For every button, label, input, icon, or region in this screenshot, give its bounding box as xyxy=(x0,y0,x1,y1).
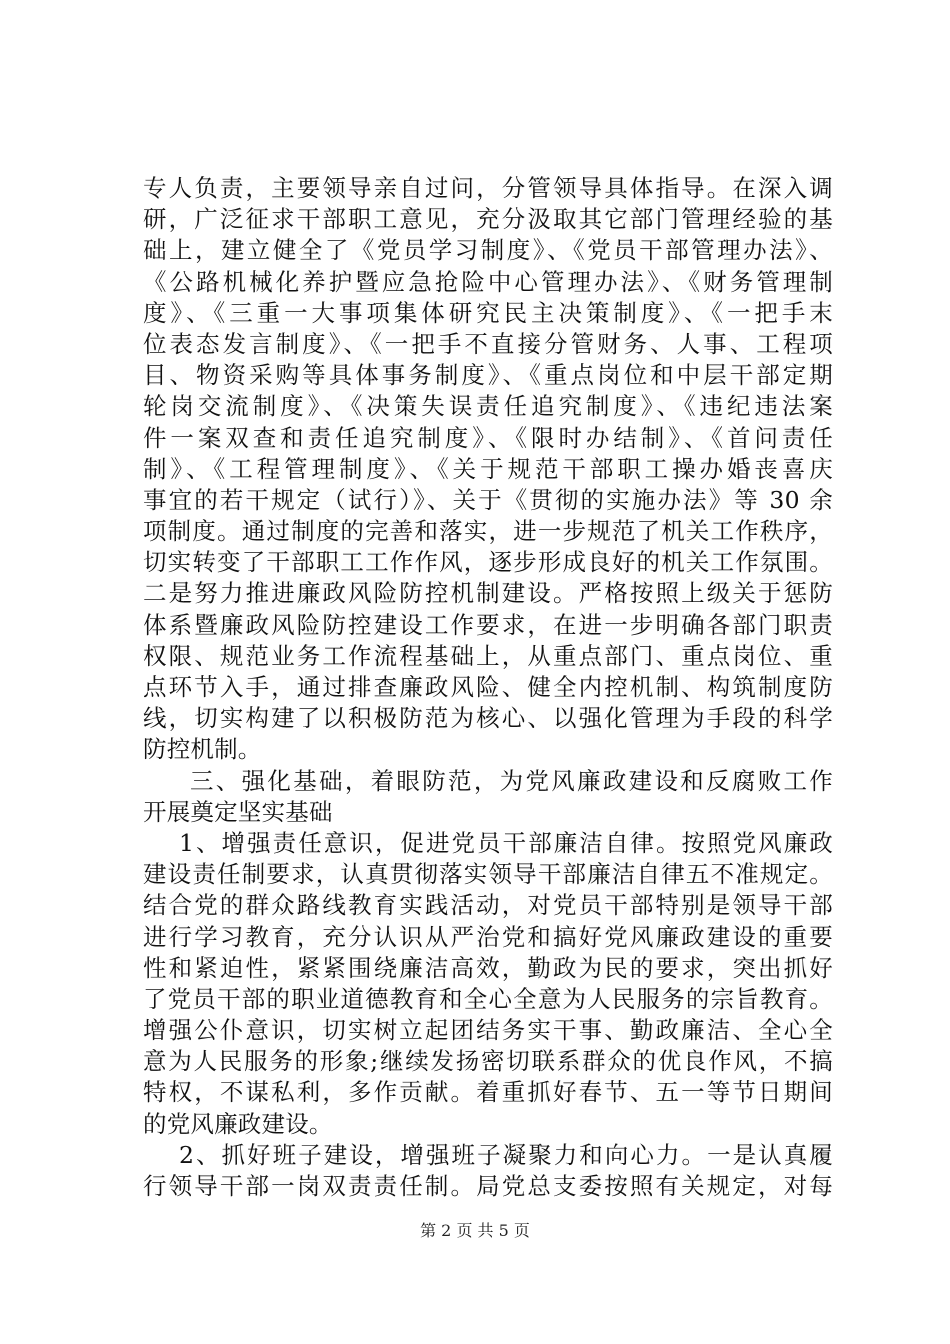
text-line: 防控机制。 xyxy=(143,735,262,764)
text-line: 轮岗交流制度》、《决策失误责任追究制度》、《违纪违法案 xyxy=(143,392,833,421)
text-line: 特权，不谋私利，多作贡献。着重抓好春节、五一等节日期间 xyxy=(143,1078,833,1107)
text-line: 意为人民服务的形象;继续发扬密切联系群众的优良作风，不搞 xyxy=(143,1047,833,1076)
text-line: 1、增强责任意识，促进党员干部廉洁自律。按照党风廉政 xyxy=(179,828,833,857)
text-line: 权限、规范业务工作流程基础上，从重点部门、重点岗位、重 xyxy=(143,641,833,670)
text-line: 础上，建立健全了《党员学习制度》、《党员干部管理办法》、 xyxy=(143,236,833,265)
document-body xyxy=(143,173,833,1202)
text-line: 目、物资采购等具体事务制度》、《重点岗位和中层干部定期 xyxy=(143,361,833,390)
text-line: 研，广泛征求干部职工意见，充分汲取其它部门管理经验的基 xyxy=(143,205,833,234)
text-line: 2、抓好班子建设，增强班子凝聚力和向心力。一是认真履 xyxy=(179,1140,833,1169)
text-line: 线，切实构建了以积极防范为核心、以强化管理为手段的科学 xyxy=(143,704,833,733)
text-line: 结合党的群众路线教育实践活动，对党员干部特别是领导干部 xyxy=(143,891,833,920)
text-line: 点环节入手，通过排查廉政风险、健全内控机制、构筑制度防 xyxy=(143,673,833,701)
text-line: 件一案双查和责任追究制度》、《限时办结制》、《首问责任 xyxy=(143,423,833,452)
text-line: 进行学习教育，充分认识从严治党和搞好党风廉政建设的重要 xyxy=(143,922,833,951)
text-line: 性和紧迫性，紧紧围绕廉洁高效，勤政为民的要求，突出抓好 xyxy=(143,953,833,982)
text-line: 行领导干部一岗双责责任制。局党总支委按照有关规定，对每 xyxy=(143,1172,833,1200)
page-number-footer: 第 2 页 共 5 页 xyxy=(420,1221,530,1240)
text-line: 《公路机械化养护暨应急抢险中心管理办法》、《财务管理制 xyxy=(143,267,833,296)
text-line: 的党风廉政建设。 xyxy=(143,1109,333,1138)
text-line: 专人负责，主要领导亲自过问，分管领导具体指导。在深入调 xyxy=(143,174,833,202)
text-line: 切实转变了干部职工工作作风，逐步形成良好的机关工作氛围。 xyxy=(143,548,833,577)
text-line: 位表态发言制度》、《一把手不直接分管财务、人事、工程项 xyxy=(143,329,833,358)
text-line: 二是努力推进廉政风险防控机制建设。严格按照上级关于惩防 xyxy=(143,579,833,608)
section-heading-line: 开展奠定坚实基础 xyxy=(143,797,333,826)
text-line: 建设责任制要求，认真贯彻落实领导干部廉洁自律五不准规定。 xyxy=(143,860,833,889)
text-line: 度》、《三重一大事项集体研究民主决策制度》、《一把手末 xyxy=(143,298,833,327)
text-line: 增强公仆意识，切实树立起团结务实干事、勤政廉洁、全心全 xyxy=(143,1016,833,1045)
text-line: 了党员干部的职业道德教育和全心全意为人民服务的宗旨教育。 xyxy=(143,984,833,1013)
text-line: 体系暨廉政风险防控建设工作要求，在进一步明确各部门职责 xyxy=(143,610,833,639)
text-line: 事宜的若干规定（试行）》、关于《贯彻的实施办法》等 30 余 xyxy=(143,485,833,514)
text-line: 制》、《工程管理制度》、《关于规范干部职工操办婚丧喜庆 xyxy=(143,454,833,483)
text-line: 项制度。通过制度的完善和落实，进一步规范了机关工作秩序， xyxy=(143,517,833,546)
section-heading-line: 三、强化基础，着眼防范，为党风廉政建设和反腐败工作 xyxy=(190,766,833,795)
